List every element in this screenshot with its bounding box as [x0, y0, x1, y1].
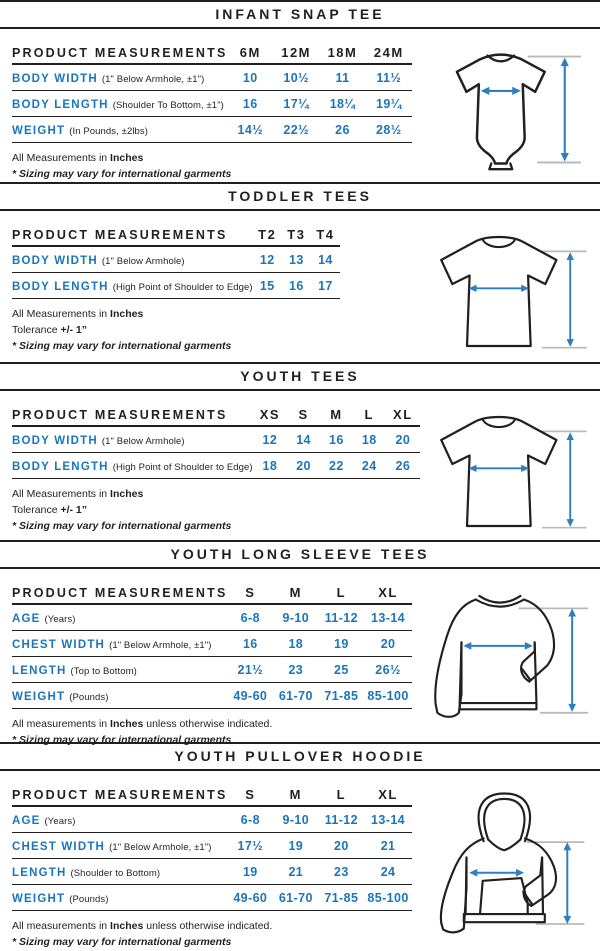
- measurement-label-cell: [12, 453, 253, 479]
- measurement-value: 13-14: [371, 611, 406, 625]
- measurement-label-cell: [12, 117, 228, 143]
- length-arrow: [568, 608, 576, 712]
- footnotes: [12, 487, 422, 535]
- measurements-table: [12, 41, 412, 143]
- section-body: [0, 771, 600, 951]
- section-header: [0, 182, 600, 211]
- measurement-value: 24: [361, 459, 377, 473]
- measurement-value: 12: [262, 433, 278, 447]
- measurement-label: WEIGHT: [12, 691, 66, 703]
- measurement-label-cell: [12, 859, 228, 885]
- measurement-value: 17½: [237, 839, 264, 853]
- section-title: YOUTH PULLOVER HOODIE: [174, 748, 426, 764]
- section-body: [0, 391, 600, 538]
- measurement-value: 85-100: [367, 891, 409, 905]
- measurement-value: 49-60: [233, 689, 268, 703]
- table-row: [12, 806, 412, 833]
- footnote-segment: Inches: [110, 488, 144, 500]
- size-chart-section: [0, 540, 600, 747]
- measurement-label-cell: [12, 657, 228, 683]
- footnotes: [12, 307, 422, 355]
- measurement-label: CHEST WIDTH: [12, 841, 106, 853]
- measurements-column: [12, 403, 422, 538]
- measurement-value: 19: [288, 839, 304, 853]
- footnote-segment: * Sizing may vary for international garments: [12, 936, 232, 949]
- measurement-value: 26½: [375, 663, 401, 677]
- size-column-header: T3: [287, 227, 306, 242]
- measurement-note: (1" Below Armhole, ±1"): [109, 640, 212, 651]
- measurement-value: 14: [296, 433, 311, 447]
- measurement-value: 13: [288, 253, 304, 267]
- measurements-header: PRODUCT MEASUREMENTS: [12, 45, 228, 60]
- measurements-table: [12, 581, 412, 709]
- footnote-segment: +/- 1”: [60, 324, 88, 337]
- measurements-table: [12, 223, 340, 299]
- measurement-value: 12: [259, 253, 275, 267]
- footnote-segment: * Sizing may vary for international garments: [12, 520, 232, 533]
- footnote: [12, 733, 422, 748]
- footnote-segment: Inches: [110, 920, 144, 932]
- section-header: [0, 540, 600, 569]
- footnote: [12, 307, 422, 322]
- footnote: [12, 935, 422, 950]
- footnote-segment: * Sizing may vary for international garments: [12, 168, 232, 181]
- measurement-value: 11½: [376, 71, 402, 85]
- measurement-value: 17¼: [283, 97, 309, 111]
- collar-inner-line: [479, 596, 520, 603]
- measurement-value: 10: [242, 71, 258, 85]
- measurement-label: BODY LENGTH: [12, 99, 109, 111]
- measurement-note: (1" Below Armhole): [101, 436, 185, 447]
- measurement-label: BODY WIDTH: [12, 73, 98, 85]
- length-arrow: [563, 842, 571, 924]
- measurement-label: BODY LENGTH: [12, 281, 109, 293]
- size-column-header: XL: [393, 407, 413, 422]
- footnote-segment: +/- 1”: [60, 504, 88, 517]
- footnote-segment: Inches: [110, 152, 144, 164]
- size-chart-section: [0, 0, 600, 182]
- measurement-value: 13-14: [371, 813, 406, 827]
- section-header: [0, 0, 600, 29]
- measurements-header: PRODUCT MEASUREMENTS: [12, 227, 228, 242]
- table-header-row: [12, 403, 420, 426]
- measurement-note: (Pounds): [69, 894, 109, 905]
- measurement-note: (Shoulder To Bottom, ±1"): [112, 100, 224, 111]
- measurement-value: 22: [329, 459, 344, 473]
- footnote-segment: unless otherwise indicated.: [143, 920, 273, 932]
- measurement-value: 61-70: [278, 689, 313, 703]
- size-column-header: T4: [316, 227, 335, 242]
- measurement-value: 20: [296, 459, 311, 473]
- table-header-row: [12, 581, 412, 604]
- long-sleeve-tee-illustration: [422, 587, 592, 728]
- measurement-note: (1" Below Armhole, ±1"): [109, 842, 212, 853]
- measurement-value: 21½: [237, 663, 264, 677]
- hood-inner-line: [484, 799, 524, 840]
- garment-outline: [441, 417, 556, 526]
- footnote: [12, 339, 422, 354]
- footnotes: [12, 151, 422, 182]
- size-column-header: L: [336, 585, 347, 600]
- size-column-header: S: [298, 407, 309, 422]
- measurement-note: (Shoulder to Bottom): [70, 868, 161, 879]
- table-row: [12, 833, 412, 859]
- footnote-segment: * Sizing may vary for international garments: [12, 734, 232, 747]
- measurement-label-cell: [12, 426, 253, 453]
- measurement-value: 22½: [283, 123, 309, 137]
- footnote-segment: All Measurements in: [12, 488, 111, 500]
- table-row: [12, 273, 340, 299]
- measurement-label-cell: [12, 604, 228, 631]
- measurement-value: 6-8: [240, 611, 260, 625]
- size-column-header: L: [336, 787, 347, 802]
- footnote: [12, 487, 422, 502]
- table-header-row: [12, 223, 340, 246]
- measurement-value: 19: [333, 637, 349, 651]
- table-header-row: [12, 783, 412, 806]
- measurement-label-cell: [12, 806, 228, 833]
- measurement-value: 16: [242, 637, 258, 651]
- section-body: [0, 569, 600, 749]
- illustration: [422, 41, 592, 183]
- footnote-segment: All Measurements in: [12, 308, 111, 320]
- measurement-value: 15: [259, 279, 275, 293]
- measurements-header: PRODUCT MEASUREMENTS: [12, 407, 228, 422]
- measurement-value: 10½: [283, 71, 309, 85]
- garment-outline: [441, 237, 556, 346]
- size-chart-section: [0, 362, 600, 540]
- table-row: [12, 426, 420, 453]
- measurement-value: 16: [242, 97, 258, 111]
- measurement-value: 11: [335, 71, 350, 85]
- size-column-header: S: [245, 787, 256, 802]
- footnote-segment: unless otherwise indicated.: [143, 718, 273, 730]
- measurement-value: 23: [333, 865, 349, 879]
- table-row: [12, 657, 412, 683]
- footnote: [12, 151, 422, 166]
- size-column-header: M: [289, 585, 302, 600]
- section-title: TODDLER TEES: [228, 188, 372, 204]
- hoodie-illustration: [426, 789, 588, 933]
- measurement-value: 25: [333, 663, 349, 677]
- size-column-header: XS: [259, 407, 281, 422]
- size-column-header: T2: [258, 227, 277, 242]
- measurement-value: 71-85: [324, 689, 359, 703]
- measurement-label-cell: [12, 885, 228, 911]
- size-chart-section: [0, 182, 600, 362]
- measurement-value: 18¼: [329, 97, 356, 111]
- measurement-value: 71-85: [324, 891, 359, 905]
- measurement-label-cell: [12, 246, 253, 273]
- table-row: [12, 64, 412, 91]
- table-row: [12, 885, 412, 911]
- table-row: [12, 117, 412, 143]
- measurement-label: BODY WIDTH: [12, 255, 98, 267]
- measurement-label-cell: [12, 683, 228, 709]
- measurement-value: 18: [361, 433, 377, 447]
- table-row: [12, 859, 412, 885]
- measurement-value: 23: [288, 663, 304, 677]
- table-row: [12, 604, 412, 631]
- measurement-label-cell: [12, 631, 228, 657]
- measurement-value: 49-60: [233, 891, 268, 905]
- size-column-header: 24M: [373, 45, 404, 60]
- measurement-note: (Years): [44, 614, 76, 625]
- footnote-segment: All Measurements in: [12, 152, 111, 164]
- table-row: [12, 453, 420, 479]
- size-column-header: M: [330, 407, 343, 422]
- section-title: YOUTH TEES: [240, 368, 360, 384]
- section-title: YOUTH LONG SLEEVE TEES: [170, 546, 430, 562]
- measurements-header: PRODUCT MEASUREMENTS: [12, 787, 228, 802]
- footnote: [12, 323, 422, 338]
- chest-width-arrow: [463, 642, 533, 650]
- measurement-note: (1" Below Armhole): [101, 256, 185, 267]
- measurement-value: 14: [318, 253, 333, 267]
- tshirt-illustration: [423, 409, 591, 538]
- measurement-value: 61-70: [278, 891, 313, 905]
- illustration: [422, 223, 592, 358]
- measurement-value: 9-10: [282, 813, 310, 827]
- measurement-value: 20: [380, 637, 396, 651]
- measurement-value: 26: [395, 459, 411, 473]
- measurement-value: 28½: [376, 123, 402, 137]
- table-row: [12, 246, 340, 273]
- body-length-arrow: [567, 432, 574, 527]
- table-row: [12, 631, 412, 657]
- body-length-arrow: [567, 252, 574, 347]
- measurement-note: (Years): [44, 816, 76, 827]
- measurement-value: 17: [318, 279, 333, 293]
- section-header: [0, 362, 600, 391]
- measurement-value: 26: [335, 123, 350, 137]
- table-header-row: [12, 41, 412, 64]
- size-column-header: XL: [378, 585, 398, 600]
- footnote-segment: Inches: [110, 308, 144, 320]
- hem-band-line: [464, 914, 545, 922]
- measurement-label-cell: [12, 91, 228, 117]
- table-row: [12, 683, 412, 709]
- footnote: [12, 519, 422, 534]
- right-sleeve-line: [521, 599, 554, 681]
- size-column-header: 12M: [281, 45, 312, 60]
- measurement-value: 16: [288, 279, 304, 293]
- size-chart-section: [0, 742, 600, 949]
- measurement-value: 14½: [237, 123, 264, 137]
- measurement-value: 20: [333, 839, 349, 853]
- tshirt-illustration: [423, 229, 591, 358]
- measurements-table: [12, 403, 420, 479]
- measurement-label: AGE: [12, 815, 41, 827]
- section-body: [0, 29, 600, 183]
- left-sleeve-line: [441, 839, 484, 933]
- illustration: [422, 783, 592, 951]
- measurement-value: 21: [288, 865, 304, 879]
- measurements-header: PRODUCT MEASUREMENTS: [12, 585, 228, 600]
- measurement-note: (Top to Bottom): [70, 666, 137, 677]
- measurement-value: 11-12: [324, 813, 358, 827]
- measurement-label-cell: [12, 273, 253, 299]
- measurements-table: [12, 783, 412, 911]
- measurement-label-cell: [12, 64, 228, 91]
- footnotes: [12, 717, 422, 748]
- measurement-value: 18: [288, 637, 304, 651]
- measurement-label: LENGTH: [12, 665, 67, 677]
- measurement-value: 19¼: [376, 97, 402, 111]
- body-length-arrow: [561, 58, 569, 162]
- measurement-value: 6-8: [240, 813, 260, 827]
- measurement-value: 11-12: [324, 611, 358, 625]
- footnote-segment: All measurements in: [12, 920, 111, 932]
- measurement-label: CHEST WIDTH: [12, 639, 106, 651]
- size-column-header: M: [289, 787, 302, 802]
- measurement-value: 19: [242, 865, 258, 879]
- measurements-column: [12, 581, 422, 749]
- footnotes: [12, 919, 422, 950]
- measurement-label: BODY LENGTH: [12, 461, 109, 473]
- chest-width-arrow: [469, 869, 524, 877]
- measurement-value: 20: [395, 433, 411, 447]
- footnote: [12, 919, 422, 934]
- right-sleeve-line: [524, 839, 556, 907]
- measurement-label: WEIGHT: [12, 125, 66, 137]
- illustration: [422, 581, 592, 749]
- footnote: [12, 503, 422, 518]
- footnote-segment: * Sizing may vary for international garments: [12, 340, 232, 353]
- footnote-segment: Tolerance: [12, 324, 61, 337]
- measurement-value: 16: [329, 433, 344, 447]
- measurements-column: [12, 41, 422, 183]
- measurement-note: (1" Below Armhole, ±1"): [101, 74, 205, 85]
- measurement-label: BODY WIDTH: [12, 435, 98, 447]
- kangaroo-pocket-line: [480, 878, 528, 914]
- measurement-value: 9-10: [282, 611, 310, 625]
- size-column-header: 18M: [327, 45, 358, 60]
- size-column-header: S: [245, 585, 256, 600]
- measurement-value: 85-100: [367, 689, 409, 703]
- size-column-header: XL: [378, 787, 398, 802]
- measurement-label: LENGTH: [12, 867, 67, 879]
- measurement-note: (In Pounds, ±2lbs): [69, 126, 149, 137]
- measurements-column: [12, 783, 422, 951]
- measurement-label: AGE: [12, 613, 41, 625]
- infant-onesie-illustration: [428, 47, 586, 173]
- measurement-value: 24: [380, 865, 396, 879]
- footnote-segment: Tolerance: [12, 504, 61, 517]
- measurement-label-cell: [12, 833, 228, 859]
- footnote: [12, 167, 422, 182]
- size-column-header: L: [364, 407, 374, 422]
- measurement-value: 21: [380, 839, 396, 853]
- section-title: INFANT SNAP TEE: [215, 6, 385, 22]
- section-body: [0, 211, 600, 358]
- illustration: [422, 403, 592, 538]
- measurement-label: WEIGHT: [12, 893, 66, 905]
- measurements-column: [12, 223, 422, 358]
- garment-outline: [457, 55, 545, 164]
- measurement-note: (High Point of Shoulder to Edge): [112, 282, 253, 293]
- footnote-segment: Inches: [110, 718, 144, 730]
- size-column-header: 6M: [239, 45, 261, 60]
- footnote-segment: All measurements in: [12, 718, 111, 730]
- left-sleeve-line: [435, 599, 476, 716]
- hood-bottom-line: [488, 839, 520, 850]
- measurement-note: (Pounds): [69, 692, 109, 703]
- measurement-value: 18: [262, 459, 278, 473]
- table-row: [12, 91, 412, 117]
- footnote: [12, 717, 422, 732]
- measurement-note: (High Point of Shoulder to Edge): [112, 462, 253, 473]
